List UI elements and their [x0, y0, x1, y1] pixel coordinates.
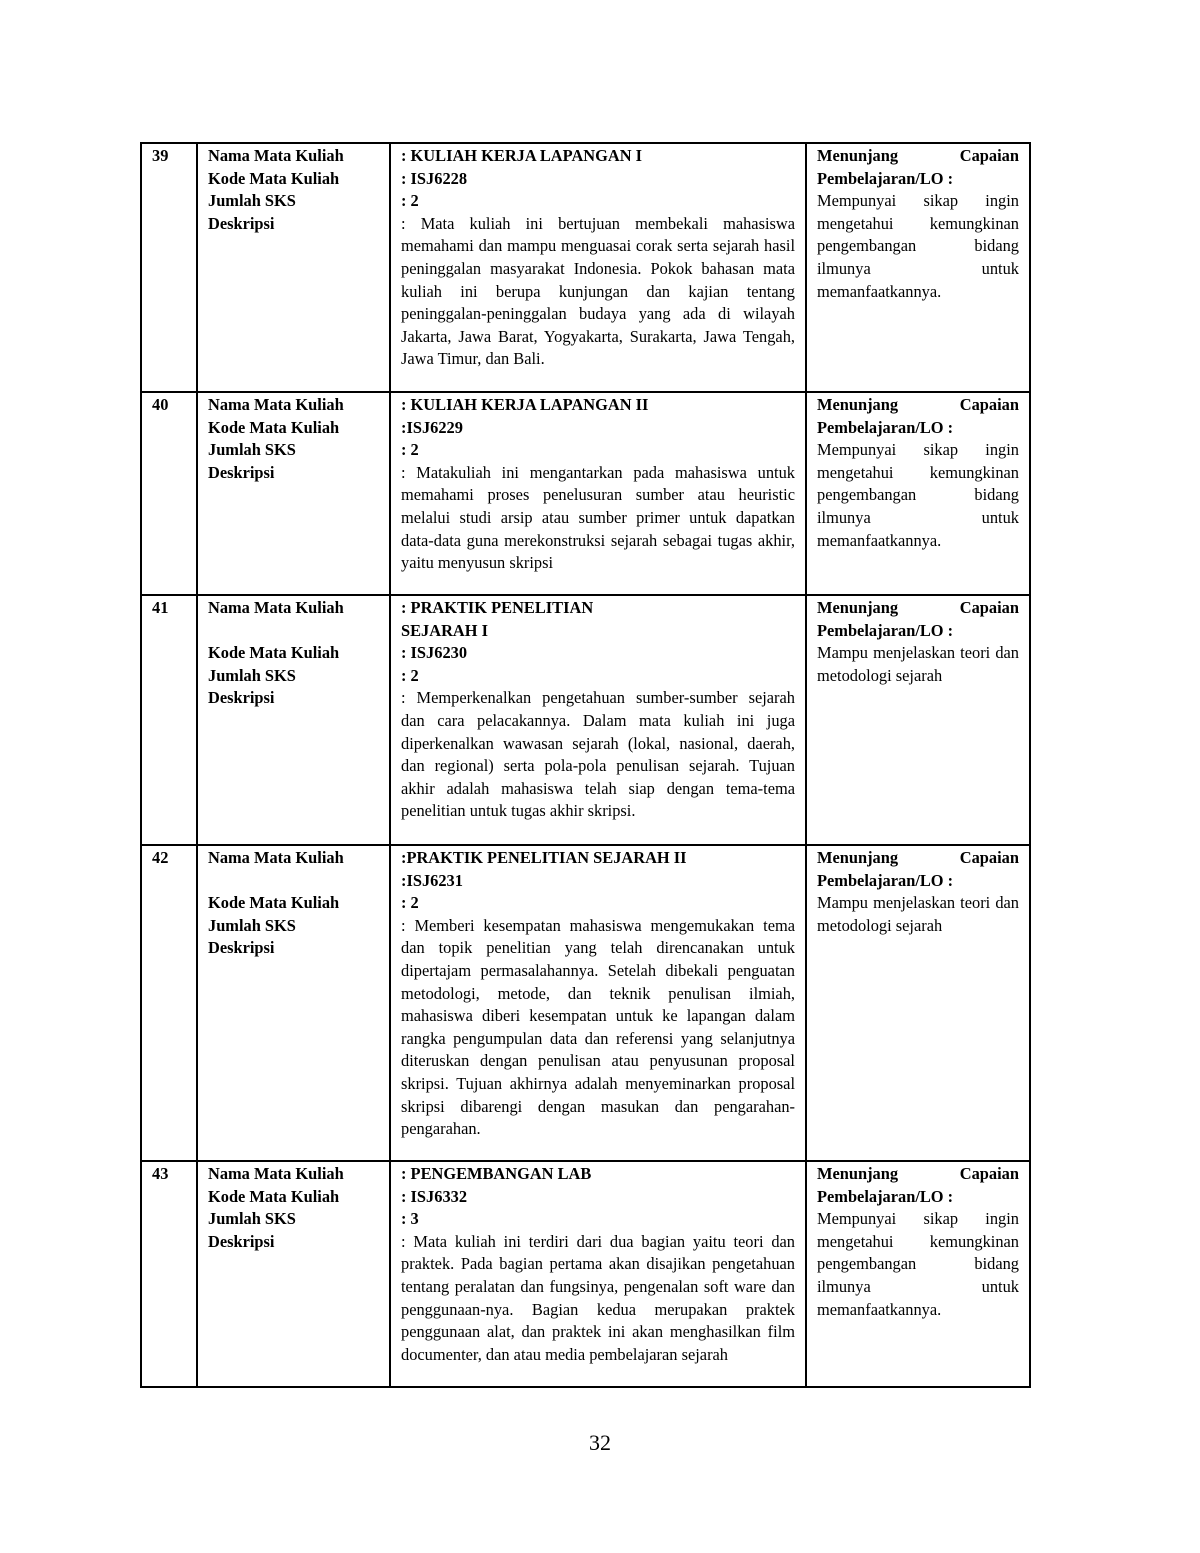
course-title: : KULIAH KERJA LAPANGAN II: [401, 395, 649, 414]
label-cell: [197, 595, 390, 845]
lo-heading: Menunjang Capaian: [817, 598, 1019, 617]
label-deskripsi: Deskripsi: [208, 213, 275, 233]
label-cell: [197, 845, 390, 1161]
label-nama: Nama Mata Kuliah: [208, 598, 344, 617]
course-sks: : 2: [401, 191, 419, 211]
table-row: [141, 392, 1030, 595]
label-deskripsi: Deskripsi: [208, 688, 275, 708]
label-cell: [197, 392, 390, 595]
label-sks: Jumlah SKS: [208, 191, 296, 211]
lo-cell: [806, 143, 1030, 392]
lo-text: Mampu menjelaskan teori dan metodologi sejarah: [817, 893, 1019, 935]
label-nama: Nama Mata Kuliah: [208, 395, 344, 414]
lo-heading-2: Pembelajaran/LO :: [817, 620, 954, 640]
label-kode: Kode Mata Kuliah: [208, 417, 340, 437]
label-sks: Jumlah SKS: [208, 1209, 296, 1229]
lo-heading: Menunjang Capaian: [817, 146, 1019, 165]
row-number: 42: [141, 845, 197, 1161]
course-description: : Matakuliah ini mengantarkan pada mahasiswa untuk memahami proses penelusuran sumber atau heuristic melalui studi arsip atau sumber primer untuk dapatkan data-data guna merekonstruksi sejarah sebagai tugas akhir, yaitu menyusun skripsi: [401, 462, 795, 573]
content-cell: [390, 1161, 806, 1387]
content-cell: [390, 845, 806, 1161]
label-nama: Nama Mata Kuliah: [208, 146, 344, 165]
label-spacer: [208, 620, 379, 643]
row-number: 43: [141, 1161, 197, 1387]
lo-heading-2: Pembelajaran/LO :: [817, 168, 954, 188]
content-cell: [390, 143, 806, 392]
course-table: [140, 142, 1031, 1388]
course-sks: : 3: [401, 1209, 419, 1229]
course-title: : PRAKTIK PENELITIAN SEJARAH I: [401, 598, 594, 640]
label-deskripsi: Deskripsi: [208, 938, 275, 958]
label-spacer: [208, 870, 379, 893]
page-number: 32: [589, 1430, 611, 1455]
course-code: : ISJ6230: [401, 643, 468, 663]
label-nama: Nama Mata Kuliah: [208, 1164, 344, 1183]
lo-text: Mempunyai sikap ingin mengetahui kemungkinan pengembangan bidang ilmunya untuk memanfaatkannya.: [817, 191, 1019, 301]
lo-text: Mempunyai sikap ingin mengetahui kemungkinan pengembangan bidang ilmunya untuk memanfaatkannya.: [817, 1209, 1019, 1319]
lo-text: Mempunyai sikap ingin mengetahui kemungkinan pengembangan bidang ilmunya untuk memanfaatkannya.: [817, 440, 1019, 550]
course-code: : ISJ6332: [401, 1186, 468, 1206]
course-description: : Memberi kesempatan mahasiswa mengemukakan tema dan topik penelitian yang telah direncanakan untuk dipertajam permasalahannya. Setelah dibekali penguatan metodologi, metode, dan teknik penulisan ilmiah, mahasiswa diberi kesempatan untuk ke lapangan dalam rangka pengumpulan data dan referensi yang selanjutnya diteruskan dengan penulisan atau penyusunan proposal skripsi. Tujuan akhirnya adalah menyeminarkan proposal skripsi dibarengi dengan masukan dan pengarahan-pengarahan.: [401, 915, 795, 1139]
table-row: [141, 595, 1030, 845]
course-title: :PRAKTIK PENELITIAN SEJARAH II: [401, 848, 687, 867]
label-kode: Kode Mata Kuliah: [208, 893, 340, 913]
course-title: : KULIAH KERJA LAPANGAN I: [401, 146, 643, 165]
row-number: 40: [141, 392, 197, 595]
course-sks: : 2: [401, 893, 419, 913]
lo-heading: Menunjang Capaian: [817, 848, 1019, 867]
label-sks: Jumlah SKS: [208, 440, 296, 460]
lo-heading: Menunjang Capaian: [817, 395, 1019, 414]
lo-cell: [806, 845, 1030, 1161]
course-sks: : 2: [401, 440, 419, 460]
label-deskripsi: Deskripsi: [208, 1231, 275, 1251]
course-code: : ISJ6228: [401, 168, 468, 188]
row-number: 39: [141, 143, 197, 392]
label-kode: Kode Mata Kuliah: [208, 1186, 340, 1206]
course-code: :ISJ6229: [401, 417, 463, 437]
lo-heading-2: Pembelajaran/LO :: [817, 870, 954, 890]
label-cell: [197, 1161, 390, 1387]
lo-text: Mampu menjelaskan teori dan metodologi sejarah: [817, 643, 1019, 685]
course-description: : Mata kuliah ini terdiri dari dua bagian yaitu teori dan praktek. Pada bagian pertama akan disajikan pengetahuan tentang peralatan dan fungsinya, pengenalan soft ware dan penggunaan-nya. Bagian kedua merupakan praktek penggunaan alat, dan praktek ini akan menghasilkan film documenter, dan atau media pembelajaran sejarah: [401, 1231, 795, 1364]
course-code: :ISJ6231: [401, 870, 463, 890]
label-sks: Jumlah SKS: [208, 665, 296, 685]
course-description: : Memperkenalkan pengetahuan sumber-sumber sejarah dan cara pelacakannya. Dalam mata kuliah ini juga diperkenalkan wawasan sejarah (lokal, nasional, daerah, dan regional) serta pola-pola penulisan sejarah. Tujuan akhir adalah mahasiswa telah siap dengan tema-tema penelitian untuk tugas akhir skripsi.: [401, 688, 795, 821]
lo-heading-2: Pembelajaran/LO :: [817, 417, 954, 437]
label-sks: Jumlah SKS: [208, 915, 296, 935]
lo-heading-2: Pembelajaran/LO :: [817, 1186, 954, 1206]
table-row: [141, 143, 1030, 392]
row-number: 41: [141, 595, 197, 845]
course-sks: : 2: [401, 665, 419, 685]
lo-cell: [806, 392, 1030, 595]
content-cell: [390, 595, 806, 845]
label-deskripsi: Deskripsi: [208, 462, 275, 482]
label-kode: Kode Mata Kuliah: [208, 168, 340, 188]
label-cell: [197, 143, 390, 392]
table-row: [141, 1161, 1030, 1387]
lo-heading: Menunjang Capaian: [817, 1164, 1019, 1183]
course-title: : PENGEMBANGAN LAB: [401, 1164, 592, 1183]
lo-cell: [806, 1161, 1030, 1387]
content-cell: [390, 392, 806, 595]
course-description: : Mata kuliah ini bertujuan membekali mahasiswa memahami dan mampu menguasai corak serta sejarah hasil peninggalan masyarakat Indonesia. Pokok bahasan mata kuliah ini berupa kunjungan dan kajian tentang peninggalan-peninggalan budaya yang ada di wilayah Jakarta, Jawa Barat, Yogyakarta, Surakarta, Jawa Tengah, Jawa Timur, dan Bali.: [401, 213, 795, 369]
lo-cell: [806, 595, 1030, 845]
label-kode: Kode Mata Kuliah: [208, 643, 340, 663]
table-row: [141, 845, 1030, 1161]
label-nama: Nama Mata Kuliah: [208, 848, 344, 867]
